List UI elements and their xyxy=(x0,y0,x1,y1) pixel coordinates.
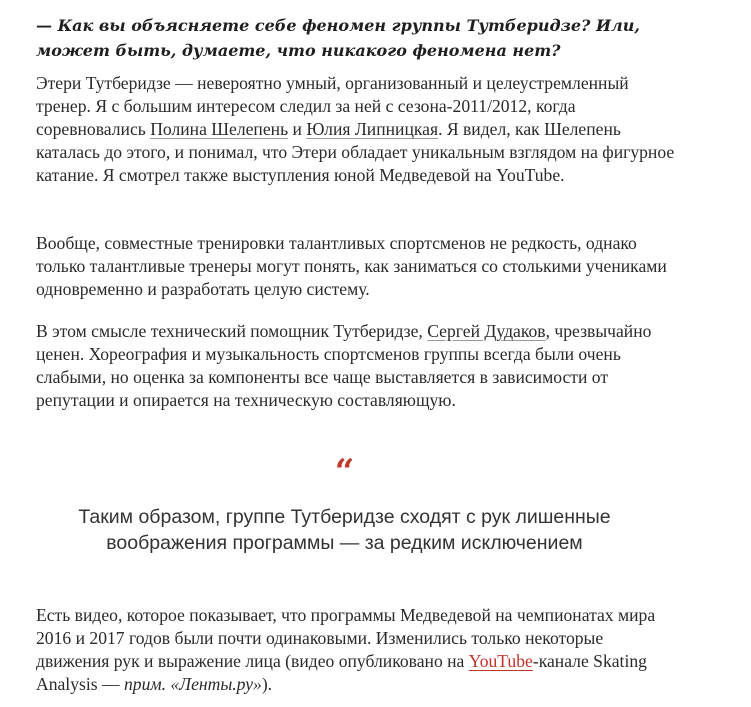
paragraph-1-text-end: . Я видел, как Шелепень каталась до этого, и понимал, что Этери обладает уникальным взглядом на фигурное катание. Я смотрел также выступления юной Медведевой на YouTube. xyxy=(36,119,675,185)
editor-note: прим. «Ленты.ру» xyxy=(123,674,262,694)
pull-quote: Таким образом, группе Тутберидзе сходят с рук лишенные воображения программы — за редким исключением xyxy=(78,506,611,554)
paragraph-3 xyxy=(36,320,676,412)
paragraph-4-text-end: ). xyxy=(261,674,273,694)
paragraph-1 xyxy=(36,72,676,187)
paragraph-1-text-start: Этери Тутберидзе — невероятно умный, организованный и целеустремленный тренер. Я с большим интересом следил за ней с сезона-2011/2012, когда соревновались xyxy=(36,73,629,139)
paragraph-4-text-start: Есть видео, которое показывает, что программы Медведевой на чемпионатах мира 2016 и 2017 годов были почти одинаковыми. Изменились только некоторые движения рук и выражение лица (видео опубликовано на xyxy=(36,605,656,671)
paragraph-3-text-start: В этом смысле технический помощник Тутберидзе, xyxy=(36,321,428,341)
paragraph-3-text-end: , чрезвычайно ценен. Хореография и музыкальность спортсменов группы всегда были очень слабыми, но оценка за компоненты все чаще выставляется в зависимости от репутации и опирается на техническую составляющую. xyxy=(36,321,652,410)
paragraph-2: Вообще, совместные тренировки талантливых спортсменов не редкость, однако только талантливые тренеры могут понять, как заниматься со столькими учениками одновременно и разработать целую систему. xyxy=(36,233,667,299)
quote-mark-icon: “ xyxy=(334,452,355,492)
link-sergey-dudakov[interactable]: Сергей Дудаков xyxy=(427,321,546,341)
interview-question: — Как вы объясняете себе феномен группы Тутберидзе? Или, может быть, думаете, что никакого феномена нет? xyxy=(36,16,640,60)
link-yulia-lipnitskaya[interactable]: Юлия Липницкая xyxy=(306,119,439,139)
link-youtube[interactable]: YouTube xyxy=(468,651,533,671)
paragraph-1-text-mid: и xyxy=(288,119,307,139)
paragraph-4-text-mid: -канале Skating Analysis — xyxy=(36,651,647,694)
paragraph-4 xyxy=(36,604,676,696)
link-polina-shelepen[interactable]: Полина Шелепень xyxy=(150,119,289,139)
